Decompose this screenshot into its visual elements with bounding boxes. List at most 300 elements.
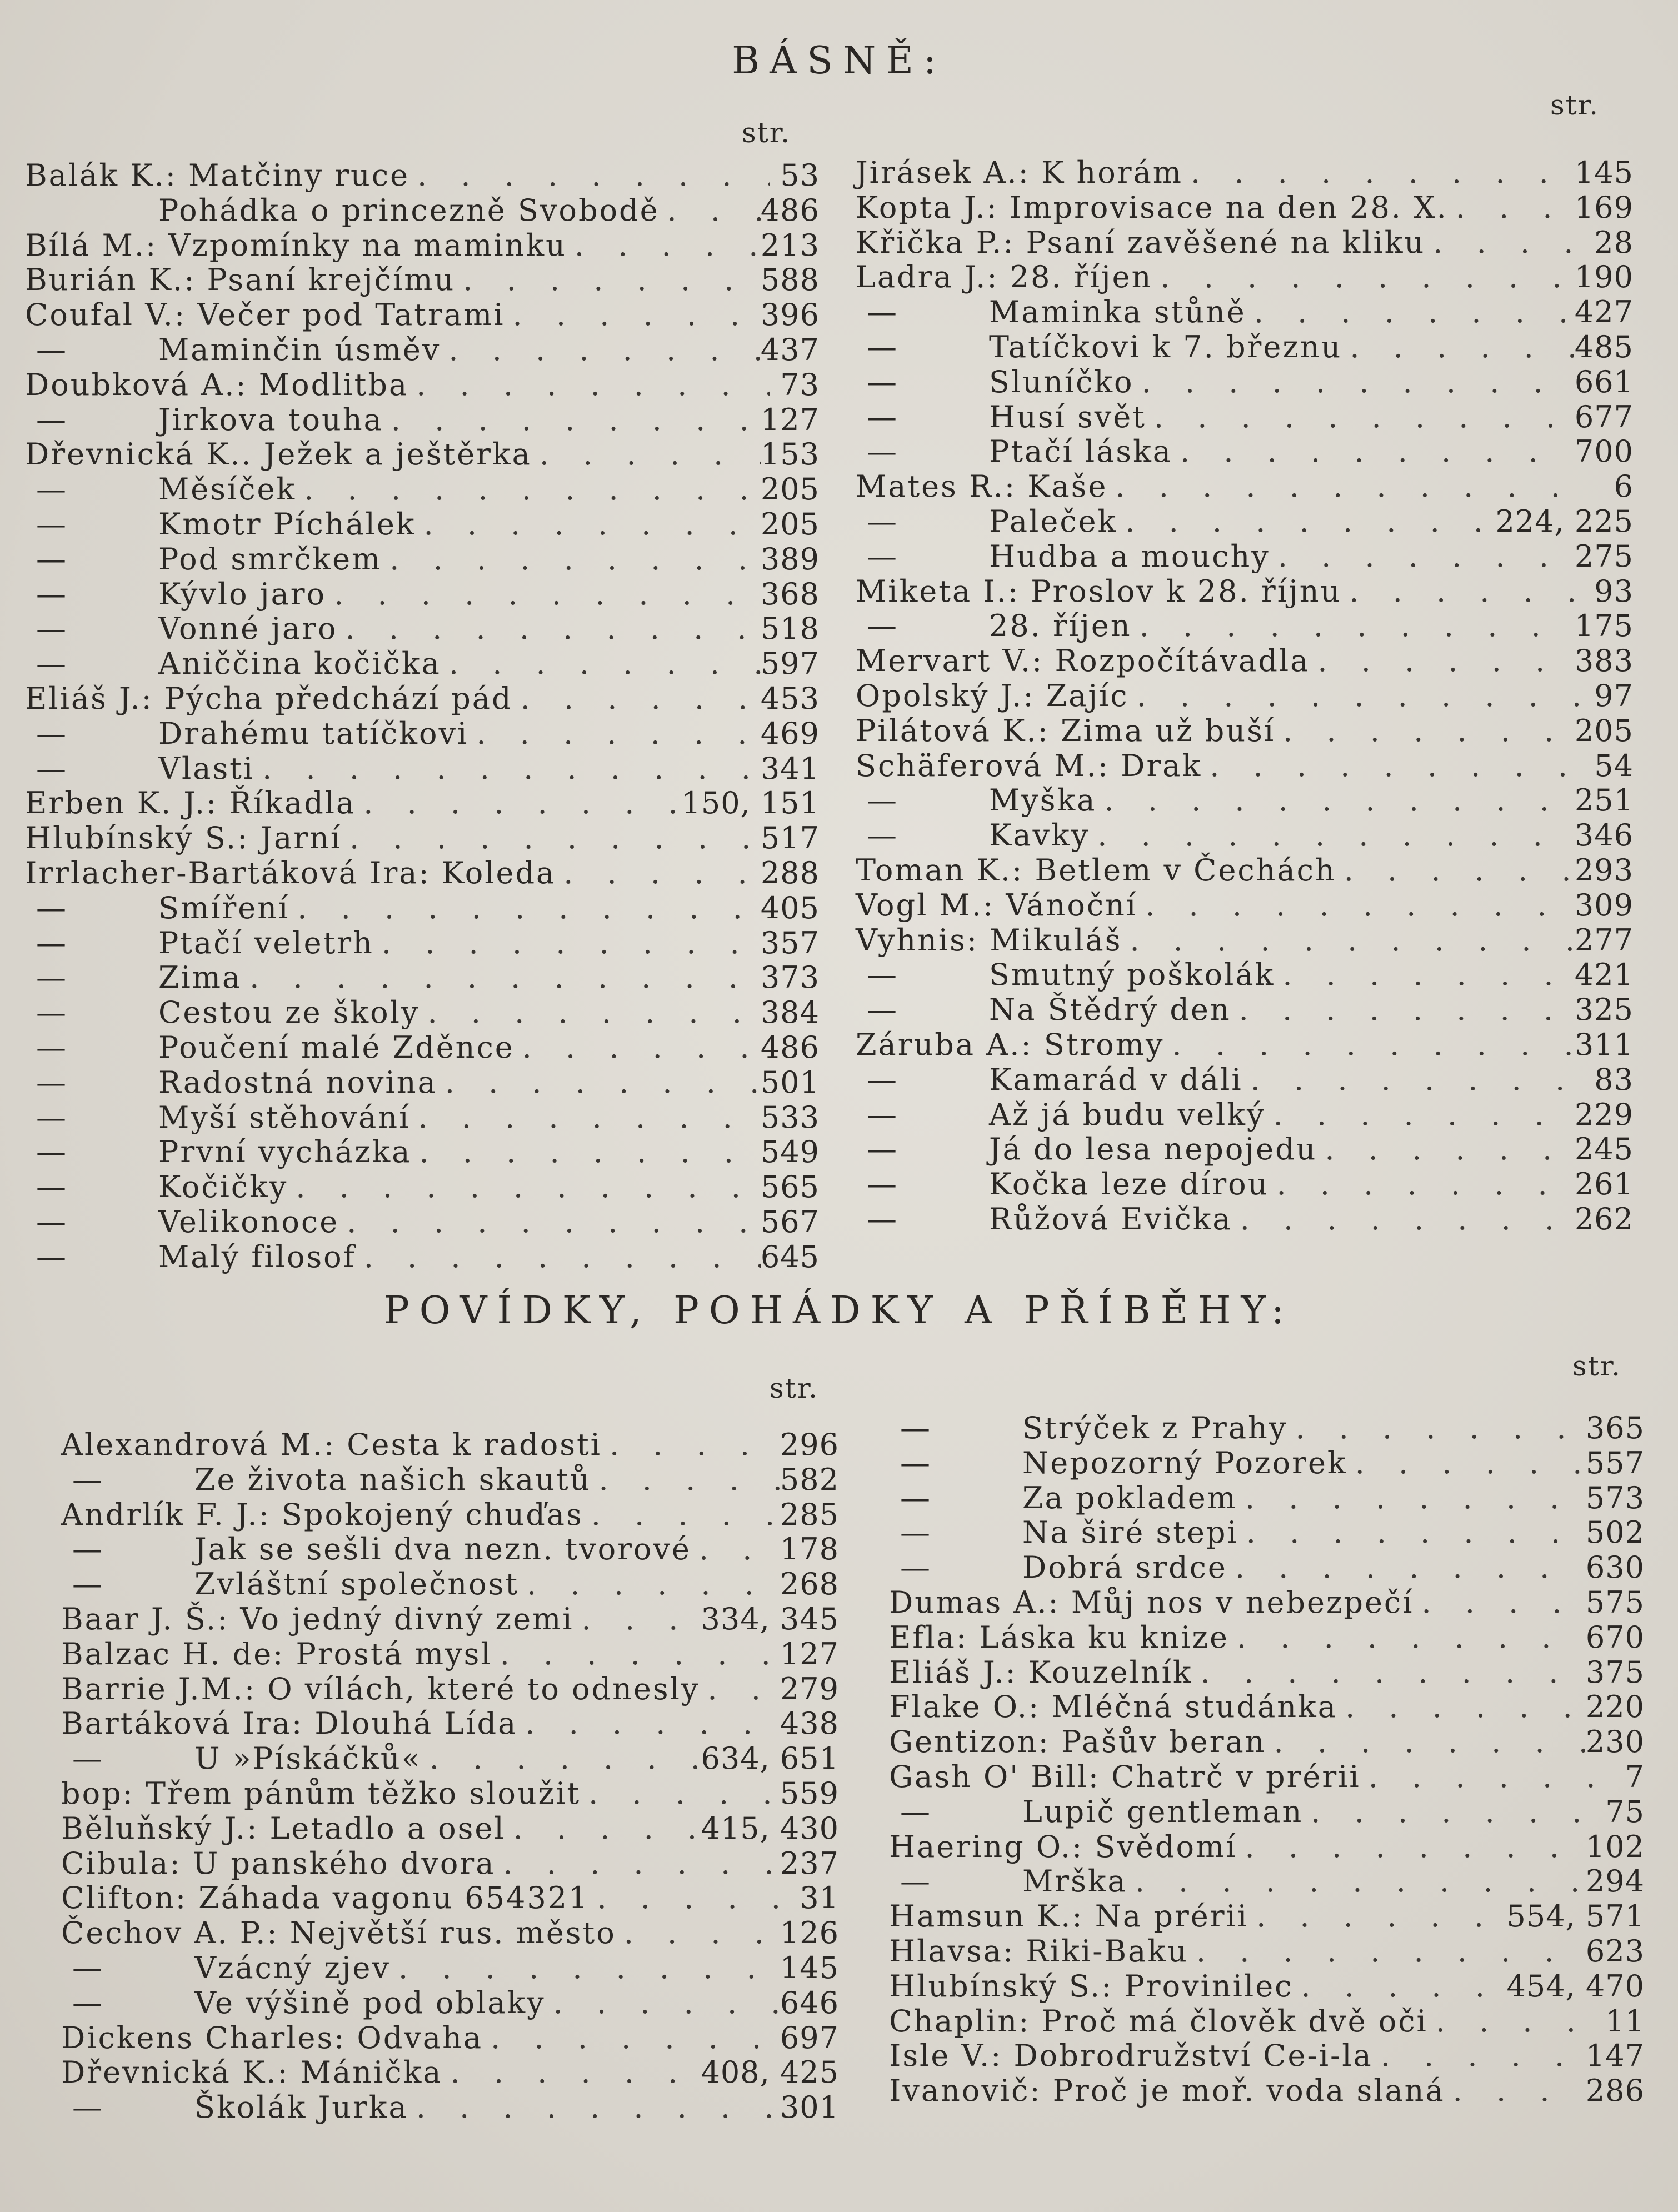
entry-title: Ve výšině pod oblaky [194, 1985, 546, 2020]
entry-title: Cestou ze školy [158, 995, 420, 1030]
index-entry [25, 926, 820, 961]
leader-dots [391, 1951, 780, 1986]
page-number: 469 [760, 715, 820, 751]
entry-title: Hlubínský S.: Jarní [25, 820, 342, 856]
str-label-poems-right: str. [1550, 89, 1600, 121]
entry-title: Paleček [989, 503, 1118, 539]
page-number: 261 [1574, 1167, 1634, 1202]
index-entry [25, 647, 820, 682]
entry-title: Já do lesa nepojedu [989, 1132, 1317, 1167]
ditto-dash: — [36, 1099, 68, 1135]
ditto-dash: — [867, 399, 898, 434]
index-entry [61, 2021, 839, 2056]
page-number: 224, 225 [1495, 503, 1634, 539]
page-number: 518 [760, 611, 820, 647]
str-label-stories-left: str. [770, 1372, 819, 1404]
index-entry [61, 1463, 839, 1498]
entry-title: Kmotr Píchálek [158, 506, 416, 542]
page-number: 126 [780, 1915, 839, 1951]
leader-dots [700, 1672, 780, 1707]
index-entry [889, 1585, 1645, 1620]
index-entry [889, 2004, 1645, 2039]
entry-title: Alexandrová M.: Cesta k radosti [61, 1427, 602, 1462]
leader-dots [1445, 2074, 1586, 2109]
entry-title: Mates R.: Kaše [856, 469, 1108, 504]
index-entry [889, 1725, 1645, 1760]
ditto-dash: — [867, 1062, 898, 1097]
page-number: 389 [760, 541, 820, 577]
index-entry [856, 888, 1634, 923]
index-entry [856, 539, 1634, 574]
page-number: 7 [1625, 1759, 1645, 1794]
leader-dots [517, 1706, 780, 1741]
entry-title: 28. říjen [989, 608, 1132, 644]
page-number: 150, 151 [681, 785, 820, 821]
index-entry [889, 1411, 1645, 1446]
page-number: 6 [1614, 469, 1634, 504]
leader-dots [1146, 400, 1575, 435]
index-entry [25, 821, 820, 856]
index-entry [856, 609, 1634, 644]
ditto-dash: — [867, 434, 898, 469]
entry-title: Dobrá srdce [1022, 1550, 1227, 1585]
entry-title: Za pokladem [1022, 1480, 1237, 1515]
page-number: 334, 345 [701, 1601, 839, 1637]
index-entry [25, 1170, 820, 1205]
index-entry [61, 2090, 839, 2125]
ditto-dash: — [867, 783, 898, 818]
entry-title: Malý filosof [158, 1239, 356, 1274]
index-entry [25, 752, 820, 787]
entry-title: Ze života našich skautů [194, 1462, 591, 1497]
index-entry [856, 958, 1634, 993]
entry-title: Haering O.: Svědomí [889, 1829, 1237, 1864]
page-number: 357 [760, 925, 820, 960]
leader-dots [242, 960, 761, 995]
index-entry [61, 1916, 839, 1951]
page-number: 251 [1574, 783, 1634, 818]
ditto-dash: — [36, 1239, 68, 1274]
page-number: 341 [760, 750, 820, 786]
entry-title: Ptačí veletrh [158, 925, 374, 960]
index-entry [25, 368, 820, 403]
leader-dots [492, 1637, 780, 1672]
leader-dots [1183, 156, 1575, 191]
index-entry [856, 1132, 1634, 1167]
str-label-stories-right: str. [1572, 1350, 1622, 1382]
entry-title: Čechov A. P.: Největší rus. město [61, 1915, 616, 1951]
entry-title: Hlavsa: Riki-Baku [889, 1933, 1188, 1969]
ditto-dash: — [867, 1097, 898, 1132]
entry-title: Efla: Láska ku knize [889, 1619, 1229, 1655]
ditto-dash: — [36, 506, 68, 542]
ditto-dash: — [867, 364, 898, 399]
ditto-dash: — [900, 1864, 932, 1899]
entry-title: Vogl M.: Vánoční [856, 887, 1138, 923]
index-entry [25, 228, 820, 263]
leader-dots [1246, 295, 1575, 330]
entry-title: Coufal V.: Večer pod Tatrami [25, 297, 505, 333]
page-number: 396 [760, 297, 820, 333]
index-entry [25, 437, 820, 472]
stories-list-left [61, 1428, 839, 2125]
entry-title: Tatíčkovi k 7. březnu [989, 329, 1342, 364]
entry-title: Eliáš J.: Kouzelník [889, 1654, 1193, 1690]
index-entry [25, 1135, 820, 1170]
leader-dots [1193, 1655, 1586, 1690]
page-number: 169 [1574, 189, 1634, 225]
entry-title: Vzácný zjev [194, 1950, 391, 1985]
page-number: 645 [760, 1239, 820, 1274]
index-entry [856, 714, 1634, 749]
index-entry [25, 786, 820, 821]
page-number: 288 [760, 855, 820, 890]
leader-dots [1310, 644, 1575, 679]
entry-title: Schäferová M.: Drak [856, 748, 1202, 783]
ditto-dash: — [36, 646, 68, 682]
leader-dots [1428, 2004, 1595, 2039]
entry-title: Gash O' Bill: Chatrč v prérii [889, 1759, 1361, 1794]
page-number: 700 [1574, 434, 1634, 469]
entry-title: Dřevnická K.: Mánička [61, 2055, 443, 2090]
entry-title: Kavky [989, 818, 1090, 853]
leader-dots [356, 1240, 761, 1275]
index-entry [889, 1969, 1645, 2004]
page-number: 661 [1574, 364, 1634, 399]
ditto-dash: — [36, 750, 68, 786]
leader-dots [519, 1567, 780, 1602]
page-number: 97 [1594, 678, 1634, 713]
entry-title: Jirkova touha [158, 402, 383, 437]
page-number: 102 [1585, 1829, 1645, 1864]
entry-title: Na Štědrý den [989, 992, 1231, 1028]
leader-dots [1425, 226, 1584, 261]
page-number: 268 [780, 1567, 839, 1602]
page-number: 93 [1594, 573, 1634, 609]
ditto-dash: — [36, 715, 68, 751]
index-entry [61, 1776, 839, 1811]
page-number: 296 [780, 1427, 839, 1462]
index-entry [25, 1240, 820, 1275]
leader-dots [1266, 1725, 1586, 1760]
page-number: 427 [1574, 294, 1634, 330]
entry-title: Růžová Evička [989, 1201, 1232, 1237]
entry-title: bop: Třem pánům těžko sloužit [61, 1775, 581, 1811]
ditto-dash: — [36, 402, 68, 437]
entry-title: Pod smrčkem [158, 541, 382, 577]
index-entry [25, 298, 820, 333]
leader-dots [288, 1170, 761, 1205]
leader-dots [342, 821, 761, 856]
page-number: 588 [760, 262, 820, 298]
entry-title: Mrška [1022, 1864, 1127, 1899]
index-entry [25, 472, 820, 507]
page-number: 533 [760, 1099, 820, 1135]
page-number: 275 [1574, 538, 1634, 574]
index-entry [61, 1532, 839, 1567]
index-entry [25, 717, 820, 752]
page-number: 384 [760, 995, 820, 1030]
index-entry [61, 1951, 839, 1986]
entry-title: Pilátová K.: Zima už buší [856, 713, 1276, 748]
index-entry [856, 1202, 1634, 1237]
entry-title: Bílá M.: Vzpomínky na maminku [25, 227, 567, 263]
page-number: 205 [760, 506, 820, 542]
entry-title: Vyhnis: Mikuláš [856, 922, 1122, 958]
entry-title: Balák K.: Matčiny ruce [25, 158, 410, 193]
entry-title: Kopta J.: Improvisace na den 28. X. [856, 189, 1448, 225]
entry-title: Jirásek A.: K horám [856, 155, 1183, 190]
ditto-dash: — [36, 332, 68, 367]
ditto-dash: — [867, 992, 898, 1028]
entry-title: Hlubínský S.: Provinilec [889, 1968, 1294, 2004]
ditto-dash: — [900, 1480, 932, 1515]
ditto-dash: — [72, 1567, 104, 1602]
page-number: 31 [800, 1880, 839, 1916]
index-entry [889, 1481, 1645, 1516]
leader-dots [1347, 1446, 1586, 1481]
page-number: 368 [760, 576, 820, 612]
page-number: 145 [780, 1950, 839, 1985]
page-number: 383 [1574, 643, 1634, 679]
index-entry [856, 469, 1634, 504]
page-number: 230 [1585, 1724, 1645, 1760]
index-entry [61, 1706, 839, 1741]
leader-dots [616, 1916, 780, 1951]
page-number: 549 [760, 1134, 820, 1170]
leader-dots [1231, 993, 1575, 1028]
entry-title: Křička P.: Psaní zavěšené na kliku [856, 224, 1426, 260]
entry-title: Ivanovič: Proč je moř. voda slaná [889, 2073, 1445, 2109]
leader-dots [1373, 2039, 1586, 2074]
leader-dots [411, 1135, 760, 1170]
entry-title: Kočičky [158, 1169, 288, 1205]
entry-title: Myška [989, 783, 1097, 818]
page-number: 582 [780, 1462, 839, 1497]
page-number: 213 [760, 227, 820, 263]
entry-title: Andrlík F. J.: Spokojený chuďas [61, 1497, 583, 1532]
leader-dots [1336, 853, 1575, 888]
leader-dots [1238, 1515, 1586, 1550]
page-number: 229 [1574, 1097, 1634, 1132]
leader-dots [1293, 1969, 1506, 2004]
leader-dots [591, 1463, 780, 1498]
page-number: 634, 651 [701, 1741, 839, 1776]
entry-title: Nepozorný Pozorek [1022, 1445, 1347, 1480]
ditto-dash: — [900, 1550, 932, 1585]
page-number: 623 [1585, 1933, 1645, 1969]
entry-title: Až já budu velký [989, 1097, 1266, 1132]
leader-dots [515, 1030, 761, 1065]
index-entry [856, 923, 1634, 958]
leader-dots [581, 1776, 780, 1811]
page-number: 277 [1574, 922, 1634, 958]
entry-title: Ladra J.: 28. říjen [856, 259, 1153, 295]
entry-title: Radostná novina [158, 1064, 437, 1100]
index-entry [856, 330, 1634, 365]
entry-title: Eliáš J.: Pýcha předchází pád [25, 680, 513, 716]
page-number: 437 [760, 332, 820, 367]
leader-dots [1164, 1028, 1574, 1063]
entry-title: Doubková A.: Modlitba [25, 367, 409, 402]
ditto-dash: — [72, 1950, 104, 1985]
entry-title: Zima [158, 960, 242, 995]
index-entry [25, 1100, 820, 1135]
leader-dots [1107, 469, 1584, 504]
page-number: 697 [780, 2020, 839, 2055]
page-number: 245 [1574, 1132, 1634, 1167]
page-number: 301 [780, 2090, 839, 2125]
entry-title: Vlasti [158, 750, 255, 786]
entry-title: Vonné jaro [158, 611, 338, 647]
ditto-dash: — [867, 538, 898, 574]
index-entry [856, 191, 1634, 226]
page-number: 677 [1574, 399, 1634, 434]
page-number: 454, 470 [1506, 1968, 1645, 2004]
page-number: 237 [780, 1845, 839, 1881]
ditto-dash: — [867, 503, 898, 539]
page-number: 83 [1594, 1062, 1634, 1097]
page-number: 485 [1574, 329, 1634, 364]
page-number: 28 [1594, 224, 1634, 260]
page-number: 565 [760, 1169, 820, 1205]
entry-title: Lupič gentleman [1022, 1794, 1304, 1829]
index-entry [25, 960, 820, 995]
entry-title: Jak se sešli dva nezn. tvorové [194, 1532, 691, 1567]
leader-dots [505, 298, 761, 333]
index-entry [61, 1811, 839, 1846]
index-entry [25, 682, 820, 717]
leader-dots [1134, 365, 1575, 400]
entry-title: Sluníčko [989, 364, 1134, 399]
leader-dots [1237, 1830, 1585, 1865]
index-entry [856, 783, 1634, 818]
page-number: 75 [1605, 1794, 1645, 1829]
leader-dots [374, 926, 761, 961]
entry-title: Maminka stůně [989, 294, 1246, 330]
ditto-dash: — [867, 818, 898, 853]
index-entry [856, 226, 1634, 261]
page-number: 567 [760, 1204, 820, 1239]
leader-dots [1172, 434, 1575, 469]
poems-list-left [25, 158, 820, 1275]
index-entry [25, 856, 820, 891]
entry-title: Ptačí láska [989, 434, 1172, 469]
page-number: 408, 425 [701, 2055, 839, 2090]
entry-title: Kývlo jaro [158, 576, 327, 612]
page-number: 575 [1585, 1584, 1645, 1620]
entry-title: Myší stěhování [158, 1099, 411, 1135]
ditto-dash: — [36, 541, 68, 577]
page-number: 53 [780, 158, 820, 193]
page-number: 453 [760, 680, 820, 716]
index-entry [61, 2055, 839, 2090]
leader-dots [691, 1532, 780, 1567]
leader-dots [1266, 1098, 1575, 1133]
leader-dots [1202, 749, 1584, 784]
index-entry [889, 1795, 1645, 1830]
ditto-dash: — [36, 1134, 68, 1170]
leader-dots [1275, 714, 1575, 749]
leader-dots [408, 2090, 780, 2125]
leader-dots [408, 368, 770, 403]
page-number: 501 [760, 1064, 820, 1100]
leader-dots [1275, 958, 1575, 993]
page-number: 279 [780, 1671, 839, 1706]
index-entry [856, 260, 1634, 295]
leader-dots [437, 1065, 761, 1100]
page-number: 205 [1574, 713, 1634, 748]
ditto-dash: — [36, 995, 68, 1030]
page-number: 311 [1574, 1027, 1634, 1062]
entry-title: První vycházka [158, 1134, 412, 1170]
leader-dots [1232, 1202, 1575, 1237]
ditto-dash: — [36, 611, 68, 647]
page-number: 145 [1574, 155, 1634, 190]
page-number: 502 [1585, 1515, 1645, 1550]
entry-title: Gentizon: Pašův beran [889, 1724, 1266, 1760]
leader-dots [254, 752, 761, 787]
ditto-dash: — [36, 576, 68, 612]
entry-title: Kamarád v dáli [989, 1062, 1243, 1097]
page-number: 670 [1585, 1619, 1645, 1655]
index-entry [25, 891, 820, 926]
ditto-dash: — [900, 1410, 932, 1445]
leader-dots [1248, 1899, 1506, 1934]
ditto-dash: — [900, 1445, 932, 1480]
index-entry [889, 2074, 1645, 2109]
ditto-dash: — [900, 1794, 932, 1829]
leader-dots [1137, 888, 1575, 923]
page-number: 153 [760, 437, 820, 472]
entry-title: Clifton: Záhada vagonu 654321 [61, 1880, 590, 1916]
heading-stories: POVÍDKY, POHÁDKY A PŘÍBĚHY: [384, 1289, 1294, 1333]
page-number: 486 [760, 1029, 820, 1065]
entry-title: Smutný poškolák [989, 957, 1275, 993]
leader-dots [1317, 1132, 1575, 1167]
ditto-dash: — [900, 1515, 932, 1550]
page-number: 127 [760, 402, 820, 437]
leader-dots [296, 472, 761, 507]
ditto-dash: — [867, 1201, 898, 1237]
page-number: 517 [760, 820, 820, 856]
leader-dots [1237, 1481, 1586, 1516]
index-entry [856, 853, 1634, 888]
page-number: 205 [760, 472, 820, 507]
index-entry [889, 1830, 1645, 1865]
leader-dots [468, 717, 761, 752]
index-entry [25, 542, 820, 577]
page-number: 486 [760, 192, 820, 228]
page-number: 175 [1574, 608, 1634, 644]
index-entry [856, 365, 1634, 400]
page-number: 554, 571 [1506, 1899, 1645, 1934]
index-entry [25, 193, 820, 228]
page-number: 557 [1585, 1445, 1645, 1480]
index-entry [25, 403, 820, 438]
index-entry [856, 993, 1634, 1028]
entry-title: Dickens Charles: Odvaha [61, 2020, 483, 2055]
ditto-dash: — [36, 1064, 68, 1100]
leader-dots [1243, 1063, 1584, 1098]
entry-title: Opolský J.: Zajíc [856, 678, 1129, 713]
entry-title: Chaplin: Proč má člověk dvě oči [889, 2003, 1428, 2039]
index-entry [61, 1986, 839, 2021]
entry-title: Barrie J.M.: O vílách, které to odnesly [61, 1671, 700, 1706]
leader-dots [556, 856, 761, 891]
ditto-dash: — [72, 1532, 104, 1567]
leader-dots [1117, 504, 1495, 539]
